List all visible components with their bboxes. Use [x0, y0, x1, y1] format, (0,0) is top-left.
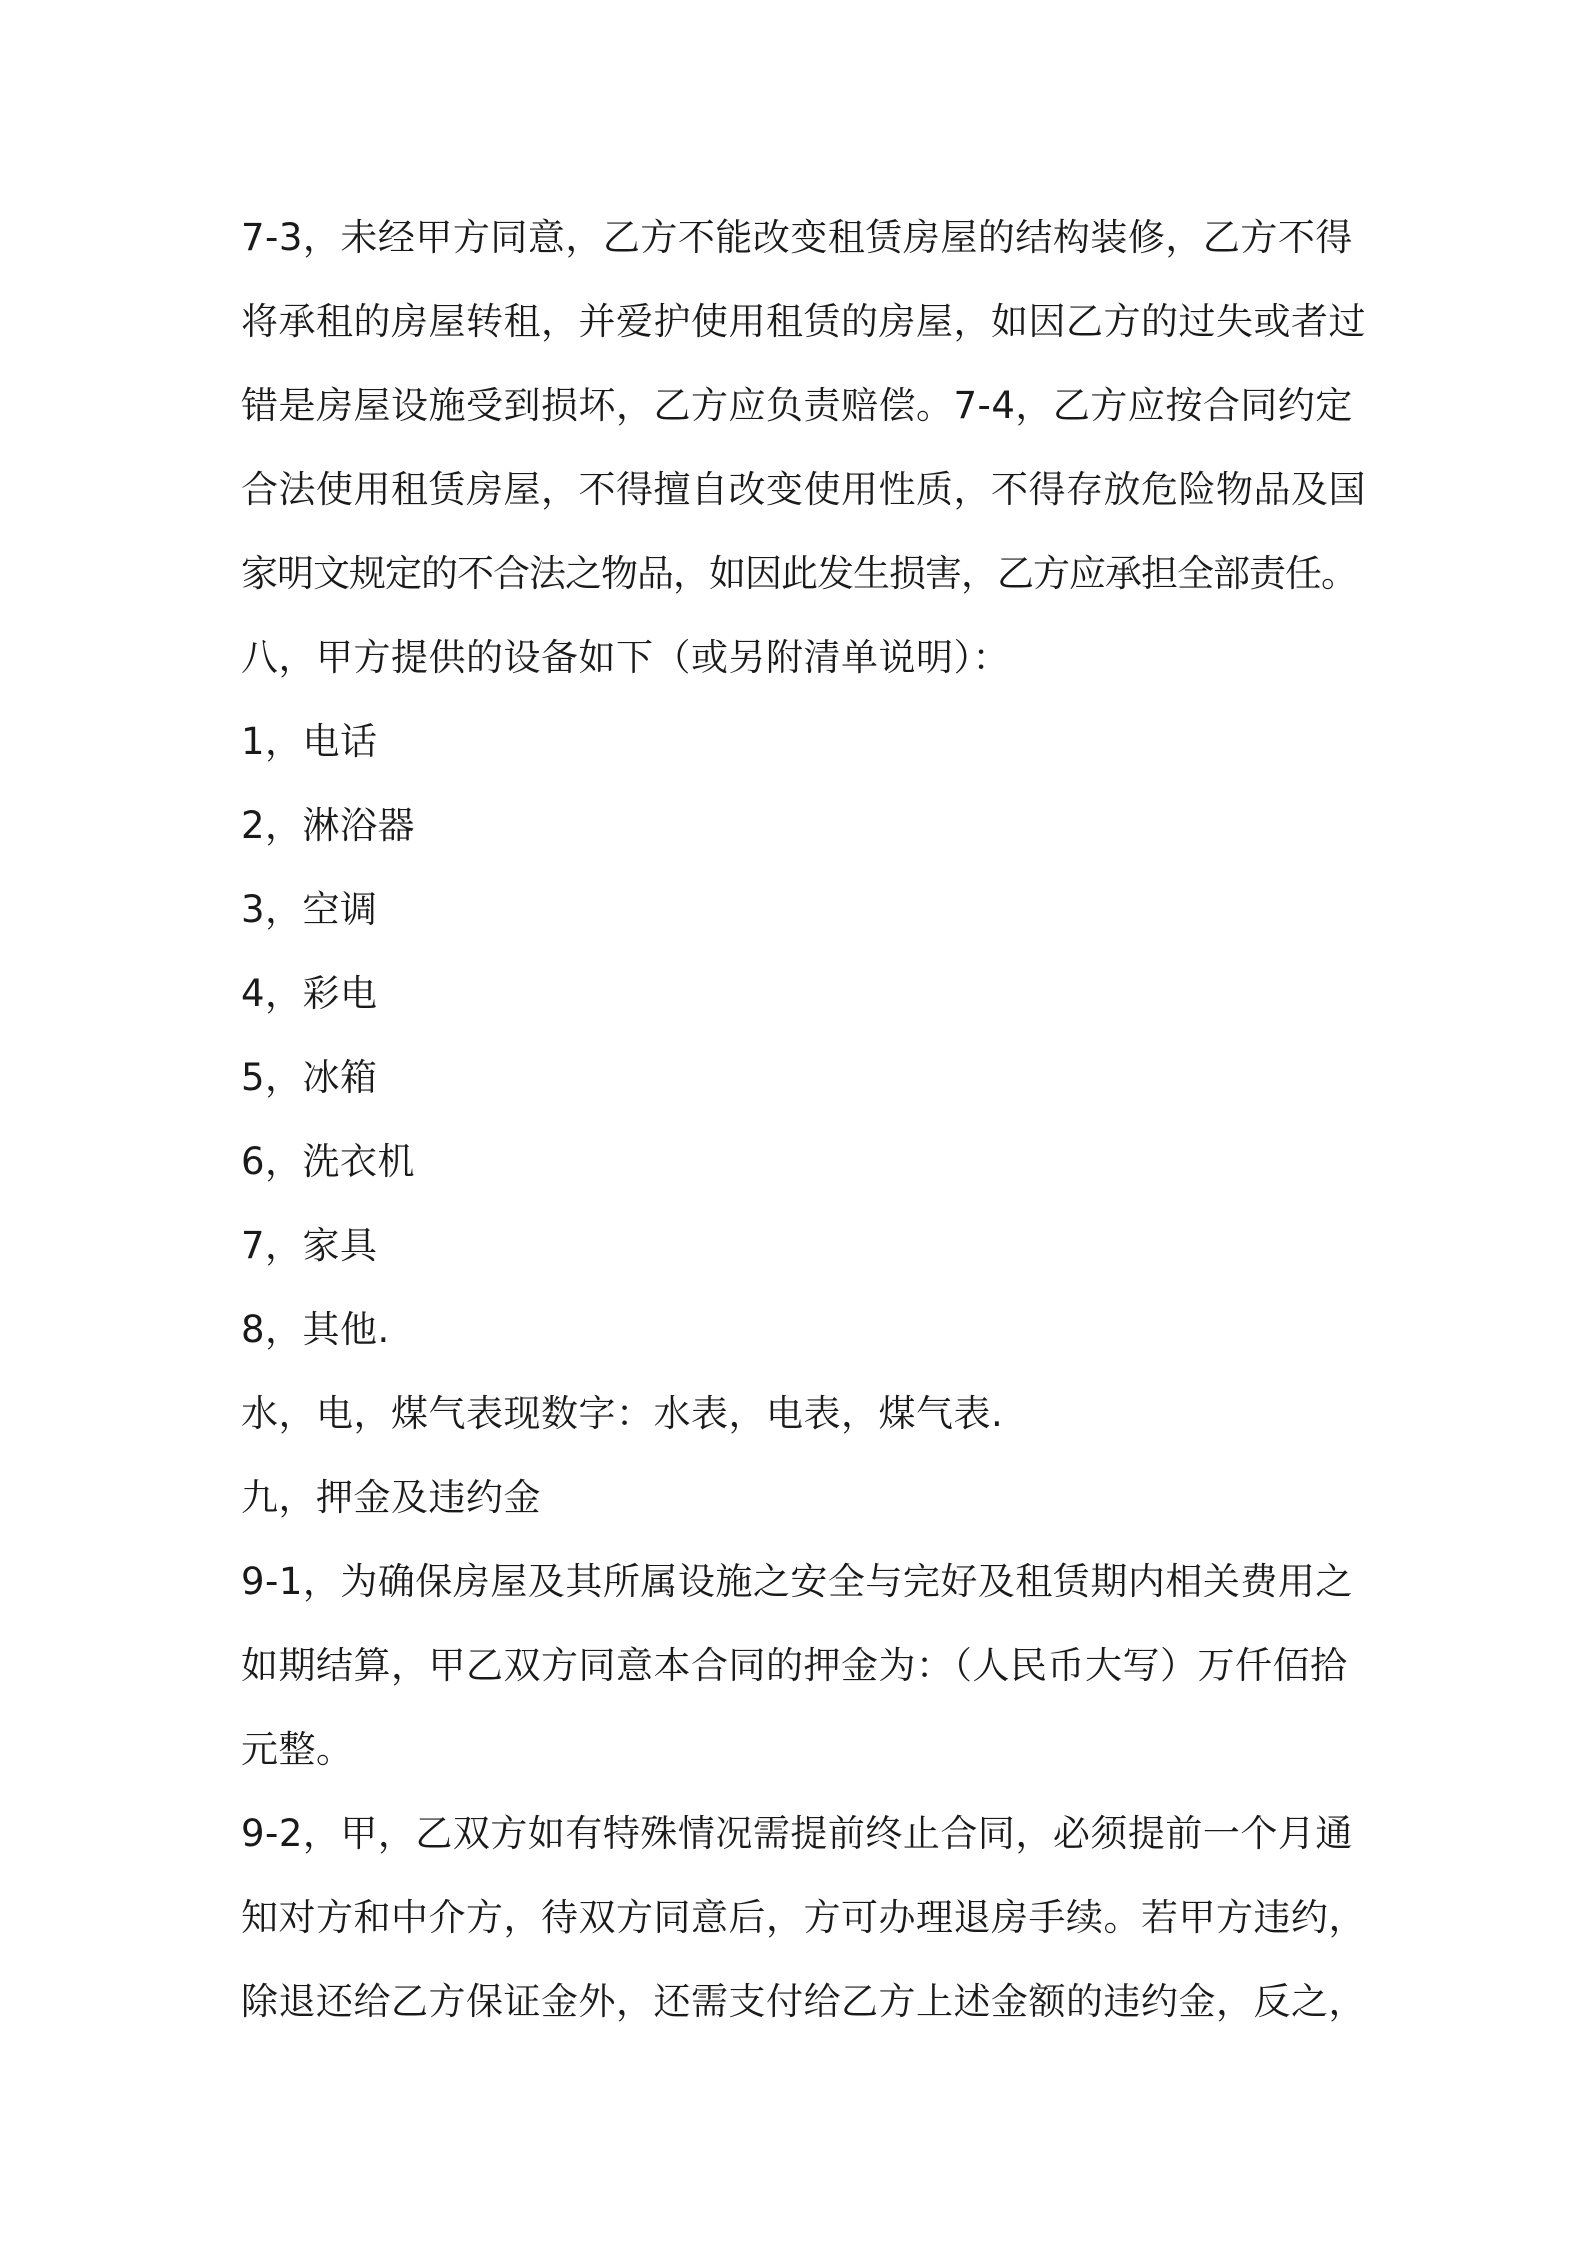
text-line: 水，电，煤气表现数字：水表，电表，煤气表. [241, 1392, 1004, 1435]
list-item: 4，彩电 [241, 972, 378, 1015]
list-item: 8，其他. [241, 1308, 390, 1351]
text-line: 9-1，为确保房屋及其所属设施之安全与完好及租赁期内相关费用之 [241, 1560, 1353, 1603]
text-line: 家明文规定的不合法之物品，如因此发生损害，乙方应承担全部责任。 [241, 552, 1357, 595]
list-item: 2，淋浴器 [241, 804, 416, 847]
text-line: 知对方和中介方，待双方同意后，方可办理退房手续。若甲方违约， [241, 1896, 1366, 1939]
section-heading: 八，甲方提供的设备如下（或另附清单说明）： [241, 636, 1010, 679]
text-line: 将承租的房屋转租，并爱护使用租赁的房屋，如因乙方的过失或者过 [241, 300, 1366, 343]
text-line: 9-2，甲，乙双方如有特殊情况需提前终止合同，必须提前一个月通 [241, 1812, 1353, 1855]
text-line: 合法使用租赁房屋，不得擅自改变使用性质，不得存放危险物品及国 [241, 468, 1366, 511]
text-line: 7-3，未经甲方同意，乙方不能改变租赁房屋的结构装修，乙方不得 [241, 216, 1353, 259]
list-item: 3，空调 [241, 888, 378, 931]
text-line: 元整。 [241, 1728, 354, 1771]
list-item: 1，电话 [241, 720, 378, 763]
list-item: 5，冰箱 [241, 1056, 378, 1099]
text-line: 除退还给乙方保证金外，还需支付给乙方上述金额的违约金，反之， [241, 1980, 1366, 2023]
list-item: 6，洗衣机 [241, 1140, 416, 1183]
section-heading: 九，押金及违约金 [241, 1476, 541, 1519]
text-line: 如期结算，甲乙双方同意本合同的押金为：（人民币大写）万仟佰拾 [241, 1644, 1348, 1687]
text-line: 错是房屋设施受到损坏，乙方应负责赔偿。7-4，乙方应按合同约定 [241, 384, 1353, 427]
document-body [241, 196, 1366, 2044]
list-item: 7，家具 [241, 1224, 378, 1267]
